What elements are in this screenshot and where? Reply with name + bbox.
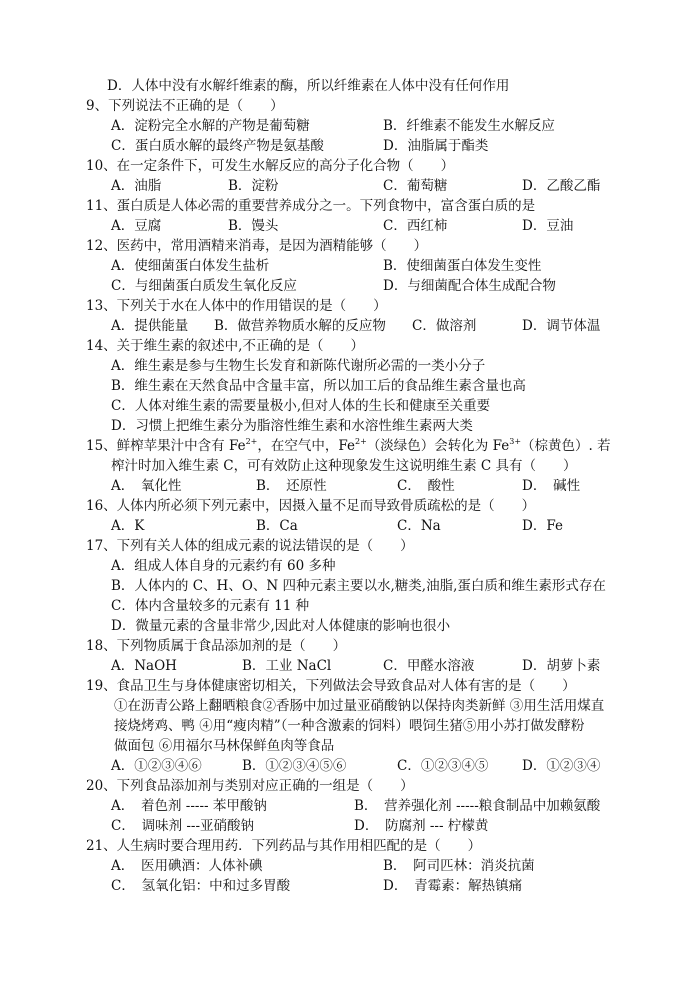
q18-stem: 18、下列物质属于食品添加剂的是（ ） bbox=[86, 638, 347, 654]
q19-body-line2: 接烧烤鸡、鸭 ④用“瘦肉精”（一种含激素的饲料）喂饲生猪⑤用小苏打做发酵粉 bbox=[114, 718, 585, 734]
q18-option-a: A．NaOH bbox=[111, 658, 177, 674]
q12-stem: 12、医药中，常用酒精来消毒，是因为酒精能够（ ） bbox=[86, 238, 428, 254]
q9-stem: 9、下列说法不正确的是（ ） bbox=[86, 98, 284, 114]
q8-option-d: D．人体中没有水解纤维素的酶，所以纤维素在人体中没有任何作用 bbox=[107, 78, 510, 94]
q17-option-c: C．体内含量较多的元素有 11 种 bbox=[111, 598, 310, 614]
q10-option-c: C．葡萄糖 bbox=[383, 178, 448, 194]
q17-option-a: A．组成人体自身的元素约有 60 多种 bbox=[111, 558, 336, 574]
q10-stem: 10、在一定条件下，可发生水解反应的高分子化合物（ ） bbox=[86, 158, 455, 174]
q12-option-d: D．与细菌配合体生成配合物 bbox=[383, 278, 556, 294]
q11-option-b: B．馒头 bbox=[228, 218, 279, 234]
q14-option-a: A．维生素是参与生物生长发育和新陈代谢所必需的一类小分子 bbox=[111, 358, 486, 374]
q11-option-d: D．豆油 bbox=[522, 218, 574, 234]
q12-option-b: B．使细菌蛋白体发生变性 bbox=[383, 258, 542, 274]
q15-charge-3: 3+ bbox=[509, 437, 522, 446]
q9-option-b: B．纤维素不能发生水解反应 bbox=[383, 118, 555, 134]
q14-option-d: D．习惯上把维生素分为脂溶性维生素和水溶性维生素两大类 bbox=[111, 418, 473, 434]
q15-charge-1: 2+ bbox=[245, 437, 258, 446]
q18-option-c: C．甲醛水溶液 bbox=[383, 658, 475, 674]
q11-stem: 11、蛋白质是人体必需的重要营养成分之一。下列食物中，富含蛋白质的是 bbox=[86, 198, 536, 214]
q19-body-line1: ①在沥青公路上翻晒粮食②香肠中加过量亚硝酸钠以保持肉类新鲜 ③用生活用煤直 bbox=[114, 698, 605, 714]
q19-option-b: B．①②③④⑤⑥ bbox=[242, 758, 347, 774]
q21-option-d: D． 青霉素：解热镇痛 bbox=[383, 878, 523, 894]
q18-option-d: D．胡萝卜素 bbox=[522, 658, 601, 674]
q15-option-a: A． 氧化性 bbox=[111, 478, 182, 494]
q17-option-b: B．人体内的 C、H、O、N 四种元素主要以水,糖类,油脂,蛋白质和维生素形式存在 bbox=[111, 578, 606, 594]
q10-option-d: D．乙酸乙酯 bbox=[522, 178, 601, 194]
q15-option-c: C． 酸性 bbox=[397, 478, 455, 494]
q21-option-a: A． 医用碘酒：人体补碘 bbox=[111, 858, 263, 874]
q16-stem: 16、人体内所必须下列元素中，因摄入量不足而导致骨质疏松的是（ ） bbox=[86, 498, 536, 514]
q17-stem: 17、下列有关人体的组成元素的说法错误的是（ ） bbox=[86, 538, 414, 554]
q21-option-c: C． 氢氧化铝：中和过多胃酸 bbox=[111, 878, 291, 894]
q9-option-d: D．油脂属于酯类 bbox=[383, 138, 489, 154]
q19-option-c: C．①②③④⑤ bbox=[397, 758, 489, 774]
q15-stem-part4: （棕黄色）. 若 bbox=[521, 438, 611, 454]
q15-option-b: B． 还原性 bbox=[256, 478, 327, 494]
q21-stem: 21、人生病时要合理用药．下列药品与其作用相匹配的是（ ） bbox=[86, 838, 482, 854]
q20-option-b: B． 营养强化剂 -----粮食制品中加赖氨酸 bbox=[354, 798, 601, 814]
q13-option-b: B．做营养物质水解的反应物 bbox=[214, 318, 386, 334]
q19-body-line3: 做面包 ⑥用福尔马林保鲜鱼肉等食品 bbox=[114, 738, 335, 754]
q19-option-a: A．①②③④⑥ bbox=[111, 758, 202, 774]
q12-option-a: A．使细菌蛋白体发生盐析 bbox=[111, 258, 270, 274]
q15-stem-part1: 15、鲜榨苹果汁中含有 Fe bbox=[86, 438, 246, 454]
q19-stem: 19、食品卫生与身体健康密切相关，下列做法会导致食品对人体有害的是（ ） bbox=[86, 678, 576, 694]
q10-option-a: A．油脂 bbox=[111, 178, 162, 194]
q19-option-d: D．①②③④ bbox=[522, 758, 601, 774]
q11-option-c: C．西红柿 bbox=[383, 218, 448, 234]
q15-stem-line1 bbox=[86, 436, 611, 456]
q15-option-d: D． 碱性 bbox=[522, 478, 581, 494]
q9-option-c: C．蛋白质水解的最终产物是氨基酸 bbox=[111, 138, 324, 154]
q15-charge-2: 2+ bbox=[355, 437, 367, 446]
q13-option-c: C．做溶剂 bbox=[412, 318, 477, 334]
q17-option-d: D．微量元素的含量非常少,因此对人体健康的影响也很小 bbox=[111, 618, 451, 634]
q12-option-c: C．与细菌蛋白质发生氧化反应 bbox=[111, 278, 297, 294]
q16-option-a: A．K bbox=[111, 518, 145, 534]
q15-stem-part2: ，在空气中，Fe bbox=[257, 438, 356, 454]
q20-option-c: C． 调味剂 ---亚硝酸钠 bbox=[111, 818, 255, 834]
q15-stem-line2: 榨汁时加入维生素 C，可有效防止这种现象发生这说明维生素 C 具有（ ） bbox=[111, 458, 577, 474]
q16-option-c: C．Na bbox=[397, 518, 441, 534]
q15-stem-part3: （淡绿色）会转化为 Fe bbox=[366, 438, 510, 454]
q14-option-b: B．维生素在天然食品中含量丰富，所以加工后的食品维生素含量也高 bbox=[111, 378, 526, 394]
q11-option-a: A．豆腐 bbox=[111, 218, 162, 234]
q14-stem: 14、关于维生素的叙述中,不正确的是（ ） bbox=[86, 338, 364, 354]
q18-option-b: B．工业 NaCl bbox=[242, 658, 332, 674]
q13-option-a: A．提供能量 bbox=[111, 318, 189, 334]
q10-option-b: B．淀粉 bbox=[228, 178, 279, 194]
q20-option-d: D． 防腐剂 --- 柠檬黄 bbox=[354, 818, 489, 834]
q13-option-d: D．调节体温 bbox=[522, 318, 601, 334]
q16-option-b: B．Ca bbox=[256, 518, 298, 534]
q20-stem: 20、下列食品添加剂与类别对应正确的一组是（ ） bbox=[86, 778, 414, 794]
q14-option-c: C．人体对维生素的需要量极小,但对人体的生长和健康至关重要 bbox=[111, 398, 491, 414]
q21-option-b: B． 阿司匹林：消炎抗菌 bbox=[383, 858, 535, 874]
q16-option-d: D．Fe bbox=[522, 518, 563, 534]
q13-stem: 13、下列关于水在人体中的作用错误的是（ ） bbox=[86, 298, 387, 314]
q9-option-a: A．淀粉完全水解的产物是葡萄糖 bbox=[111, 118, 310, 134]
q20-option-a: A． 着色剂 ----- 苯甲酸钠 bbox=[111, 798, 267, 814]
